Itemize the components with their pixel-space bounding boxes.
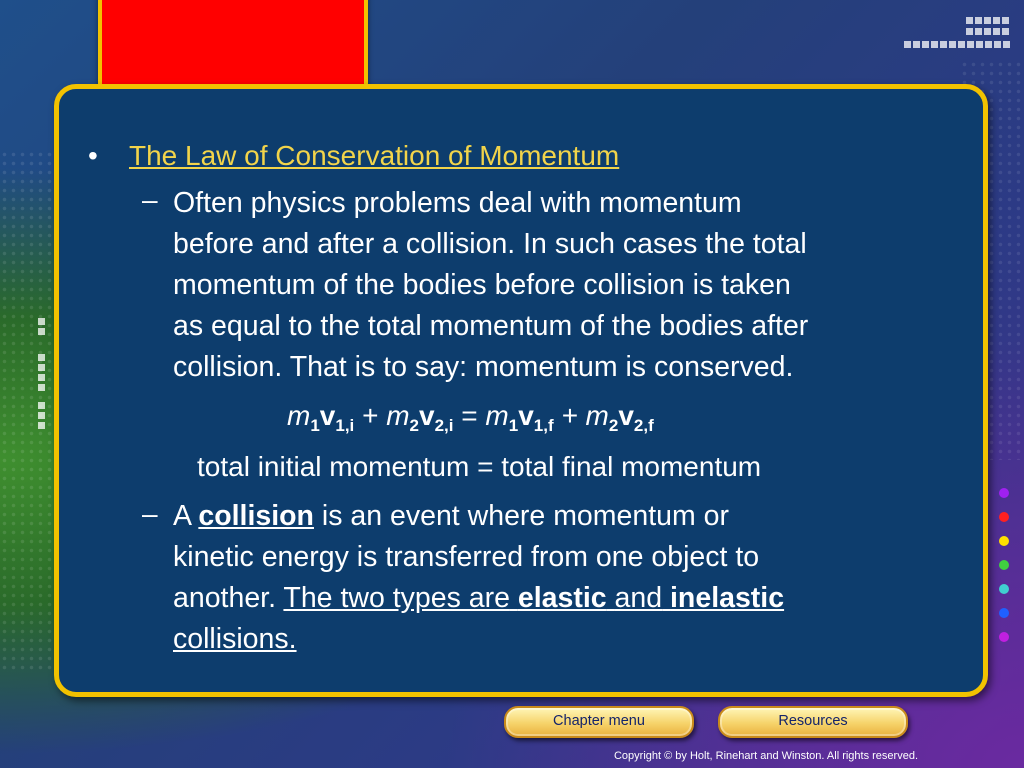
paragraph-line: before and after a collision. In such cases the total (173, 228, 807, 260)
paragraph-line: kinetic energy is transferred from one object to (173, 541, 760, 573)
side-color-dot (999, 512, 1009, 522)
elastic-term: elastic (517, 582, 607, 614)
paragraph-line: collisions. (173, 623, 297, 655)
dash-marker-1: – (142, 184, 158, 215)
side-color-dot (999, 488, 1009, 498)
paragraph-line: another. The two types are elastic and inelastic (173, 582, 785, 614)
paragraph-line: collision. That is to say: momentum is conserved. (173, 351, 794, 383)
side-color-dot (999, 584, 1009, 594)
momentum-equation: $m_1v_{1,i} + m_2v_{2,i} = m_1v_{1,f} + m_2v_{2,f}$ (287, 400, 654, 435)
slide-heading: The Law of Conservation of Momentum (129, 140, 620, 171)
side-color-dot (999, 560, 1009, 570)
dash-marker-2: – (142, 498, 158, 529)
bullet-point: • (88, 140, 98, 171)
paragraph-line: as equal to the total momentum of the bodies after (173, 310, 809, 342)
side-color-dot (999, 632, 1009, 642)
inelastic-term: inelastic (670, 582, 785, 614)
resources-button[interactable]: Resources (718, 706, 908, 738)
paragraph-line: A collision is an event where momentum or (173, 500, 729, 532)
copyright-notice: Copyright © by Holt, Rinehart and Winston. All rights reserved. (613, 750, 918, 762)
side-color-dot (999, 536, 1009, 546)
side-color-dot (999, 608, 1009, 618)
paragraph-line: Often physics problems deal with momentum (173, 187, 742, 219)
collision-term: collision (198, 500, 314, 532)
chapter-menu-button[interactable]: Chapter menu (504, 706, 694, 738)
paragraph-line: momentum of the bodies before collision is taken (173, 269, 791, 301)
equation-description: total initial momentum = total final momentum (197, 451, 762, 482)
